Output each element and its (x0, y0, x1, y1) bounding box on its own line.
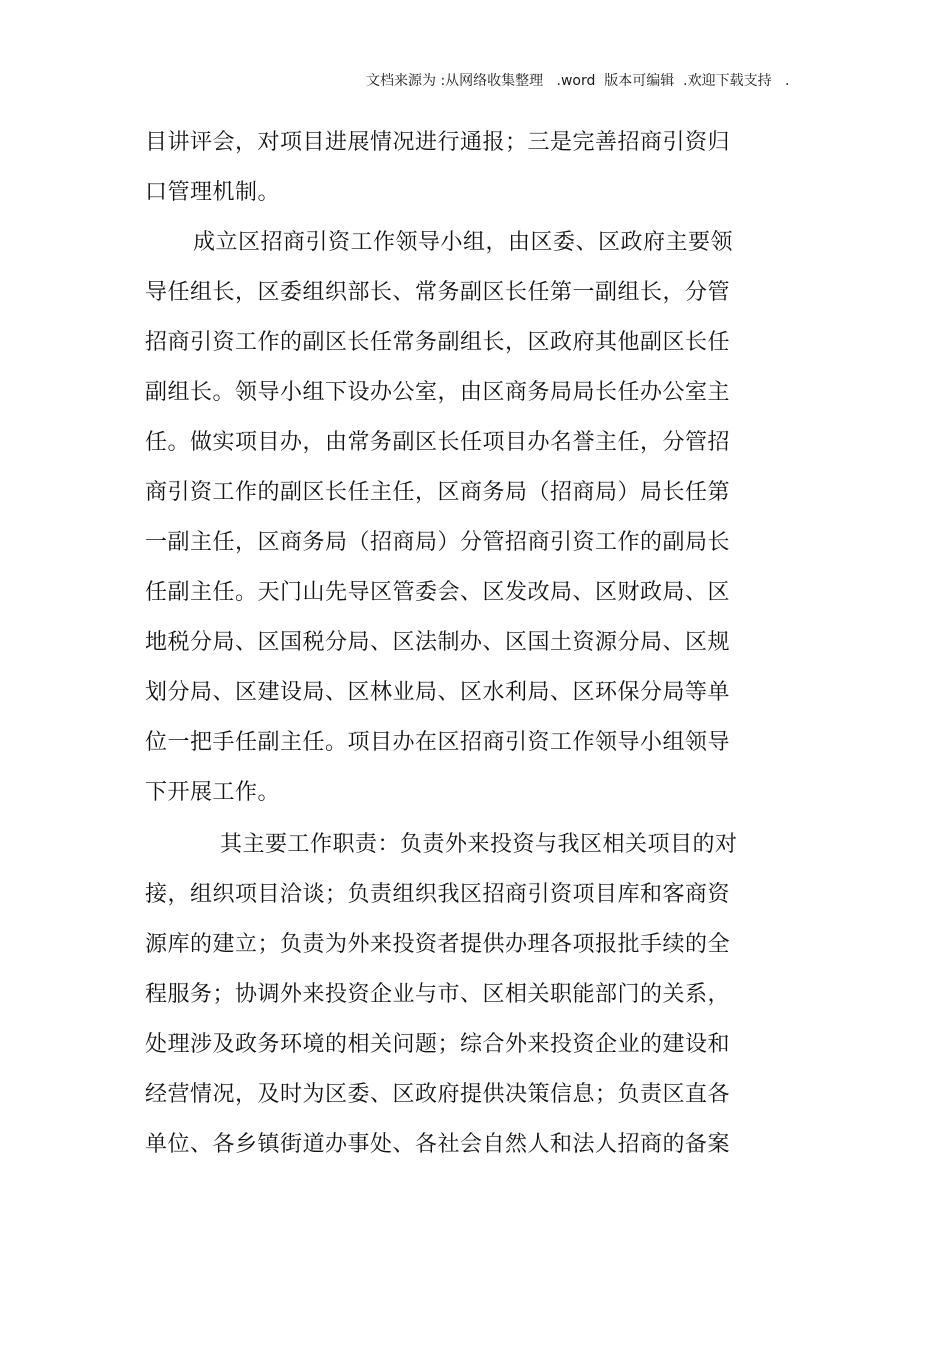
body-line: 处理涉及政务环境的相关问题；综合外来投资企业的建设和 (145, 1032, 731, 1057)
body-line: 地税分局、区国税分局、区法制办、区国土资源分局、区规 (145, 630, 731, 655)
body-line: 一副主任，区商务局（招商局）分管招商引资工作的副局长 (145, 530, 731, 555)
body-line: 源库的建立；负责为外来投资者提供办理各项报批手续的全 (145, 932, 731, 957)
body-line: 程服务；协调外来投资企业与市、区相关职能部门的关系， (145, 982, 731, 1007)
body-line: 导任组长，区委组织部长、常务副区长任第一副组长，分管 (145, 280, 731, 305)
body-line: 划分局、区建设局、区林业局、区水利局、区环保分局等单 (145, 680, 731, 705)
body-line: 招商引资工作的副区长任常务副组长，区政府其他副区长任 (145, 330, 731, 355)
document-body (0, 118, 950, 1298)
body-line: 下开展工作。 (145, 780, 281, 805)
body-line: 位一把手任副主任。项目办在区招商引资工作领导小组领导 (145, 730, 731, 755)
body-line: 副组长。领导小组下设办公室，由区商务局局长任办公室主 (145, 380, 731, 405)
body-line: 任副主任。天门山先导区管委会、区发改局、区财政局、区 (145, 580, 731, 605)
body-line: 经营情况，及时为区委、区政府提供决策信息；负责区直各 (145, 1082, 731, 1107)
body-line: 单位、各乡镇街道办事处、各社会自然人和法人招商的备案 (145, 1132, 731, 1157)
body-line: 商引资工作的副区长任主任，区商务局（招商局）局长任第 (145, 480, 731, 505)
document-source-note: 文档来源为 :从网络收集整理 .word 版本可编辑 .欢迎下载支持 . (366, 73, 790, 89)
body-line: 接，组织项目洽谈；负责组织我区招商引资项目库和客商资 (145, 882, 731, 907)
body-line: 任。做实项目办，由常务副区长任项目办名誉主任，分管招 (145, 430, 731, 455)
paragraph-start-line: 其主要工作职责：负责外来投资与我区相关项目的对 (220, 832, 738, 857)
body-line: 目讲评会，对项目进展情况进行通报；三是完善招商引资归 (145, 130, 731, 155)
body-line: 口管理机制。 (145, 180, 281, 205)
paragraph-start-line: 成立区招商引资工作领导小组，由区委、区政府主要领 (193, 230, 734, 255)
